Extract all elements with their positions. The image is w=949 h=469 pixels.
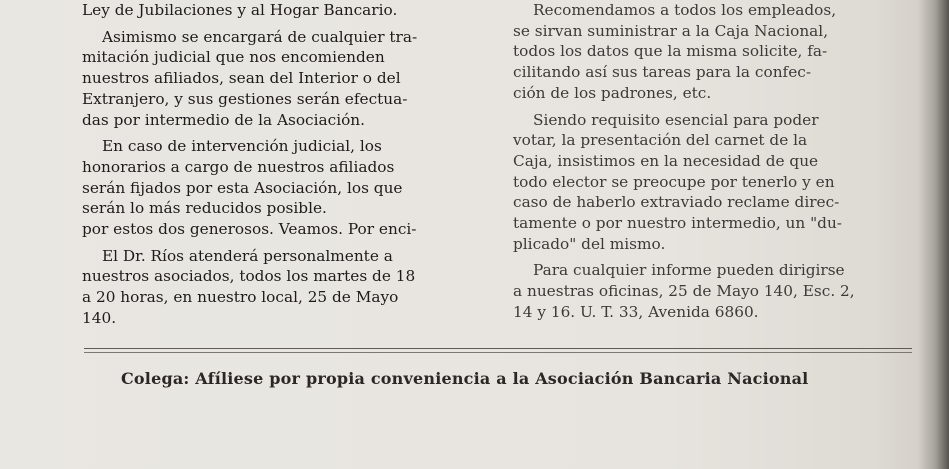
right-column <box>513 0 917 323</box>
divider-rule-bottom <box>84 352 912 353</box>
footer-slogan: Colega: Afíliese por propia conveniencia a la Asociación Bancaria Nacional <box>121 369 809 388</box>
left-paragraph-1: Ley de Jubilaciones y al Hogar Bancario. <box>82 1 398 19</box>
right-paragraph-2: Siendo requisito esencial para poder votar, la presentación del carnet de la Caja, insistimos en la necesidad de que todo elector se preocupe por tenerlo y en caso de haberlo extraviado reclame direc- tamente o por nuestro intermedio, un "du- plicado" del mismo. <box>513 110 842 253</box>
right-paragraph-3: Para cualquier informe pueden dirigirse a nuestras oficinas, 25 de Mayo 140, Esc. 2, 14 y 16. U. T. 33, Avenida 6860. <box>513 261 855 321</box>
divider-rule-top <box>84 348 912 349</box>
page-binding-shadow <box>918 0 949 469</box>
right-paragraph-1: Recomendamos a todos los empleados, se sirvan suministrar a la Caja Nacional, todos los datos que la misma solicite, fa- cilitando así sus tareas para la confec- ción de los padrones, etc. <box>513 1 837 102</box>
left-column <box>82 0 493 329</box>
left-paragraph-3: En caso de intervención judicial, los honorarios a cargo de nuestros afiliados serán fijados por esta Asociación, los que serán lo más reducidos posible. <box>82 137 403 218</box>
left-paragraph-5: El Dr. Ríos atenderá personalmente a nuestros asociados, todos los martes de 18 a 20 horas, en nuestro local, 25 de Mayo 140. <box>82 246 416 327</box>
left-paragraph-4: por estos dos generosos. Veamos. Por enci- <box>82 220 417 239</box>
left-paragraph-2: Asimismo se encargará de cualquier tra- mitación judicial que nos encomienden nuestros afiliados, sean del Interior o del Extranjero, y sus gestiones serán efectua- das por intermedio de la Asociación. <box>82 27 418 129</box>
